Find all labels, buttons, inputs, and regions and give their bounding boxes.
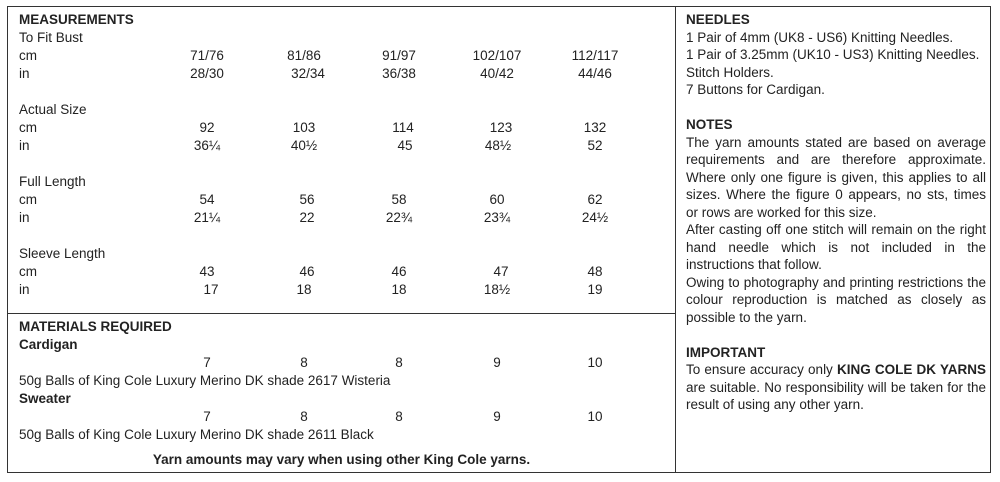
actual-size-cm-5: 132 — [583, 120, 607, 135]
cardigan-balls-3: 8 — [395, 355, 403, 370]
actual-size-in-1: 36¼ — [193, 138, 221, 153]
needles-heading: NEEDLES — [686, 12, 750, 27]
cardigan-balls-2: 8 — [300, 355, 308, 370]
full-length-cm-1: 54 — [199, 192, 215, 207]
actual-size-in-4: 48½ — [484, 138, 512, 153]
sleeve-length-in-5: 19 — [587, 282, 603, 297]
cardigan-yarn: 50g Balls of King Cole Luxury Merino DK shade 2617 Wisteria — [19, 373, 391, 388]
actual-size-cm-label: cm — [19, 120, 37, 135]
actual-size-label: Actual Size — [19, 102, 87, 117]
measurements-heading: MEASUREMENTS — [19, 12, 134, 27]
actual-size-cm-1: 92 — [199, 120, 215, 135]
full-length-cm-4: 60 — [489, 192, 505, 207]
actual-size-cm-3: 114 — [392, 120, 414, 135]
sweater-balls-2: 8 — [300, 409, 308, 424]
needles-line-4: 7 Buttons for Cardigan. — [686, 82, 825, 97]
important-brand: KING COLE DK YARNS — [836, 362, 986, 377]
sleeve-length-cm-3: 46 — [391, 264, 407, 279]
to-fit-bust-cm-2: 81/86 — [287, 48, 321, 63]
actual-size-in-5: 52 — [587, 138, 603, 153]
actual-size-in-label: in — [19, 138, 30, 153]
sleeve-length-cm-label: cm — [19, 264, 37, 279]
full-length-in-label: in — [19, 210, 30, 225]
full-length-in-5: 24½ — [581, 210, 609, 225]
sleeve-length-in-label: in — [19, 282, 30, 297]
materials-heading: MATERIALS REQUIRED — [19, 319, 172, 334]
full-length-in-3: 22¾ — [385, 210, 413, 225]
sweater-balls-3: 8 — [395, 409, 403, 424]
sleeve-length-in-2: 18 — [296, 282, 312, 297]
yarn-variation-note: Yarn amounts may vary when using other King Cole yarns. — [152, 452, 531, 467]
notes-paragraph-3: Owing to photography and printing restrictions the colour reproduction is matched as closely as possible to the yarn. — [686, 274, 986, 325]
full-length-in-2: 22 — [299, 210, 315, 225]
sleeve-length-in-1: 17 — [203, 282, 219, 297]
sweater-yarn: 50g Balls of King Cole Luxury Merino DK shade 2611 Black — [19, 427, 374, 442]
sleeve-length-in-4: 18½ — [483, 282, 511, 297]
full-length-cm-5: 62 — [587, 192, 603, 207]
needles-line-2: 1 Pair of 3.25mm (UK10 - US3) Knitting Needles. — [686, 47, 980, 62]
to-fit-bust-cm-5: 112/117 — [571, 48, 619, 63]
right-column — [686, 11, 986, 414]
needles-line-3: Stitch Holders. — [686, 64, 774, 80]
important-heading: IMPORTANT — [686, 344, 766, 360]
sleeve-length-label: Sleeve Length — [19, 246, 106, 261]
to-fit-bust-cm-3: 91/97 — [382, 48, 416, 63]
cardigan-balls-1: 7 — [203, 355, 211, 370]
to-fit-bust-in-4: 40/42 — [480, 66, 514, 81]
actual-size-in-2: 40½ — [290, 138, 318, 153]
notes-paragraph-2: After casting off one stitch will remain on the right hand needle which is not included in the instructions that follow. — [686, 222, 986, 272]
to-fit-bust-label: To Fit Bust — [19, 30, 83, 45]
to-fit-bust-cm-label: cm — [19, 48, 37, 63]
full-length-cm-2: 56 — [299, 192, 315, 207]
actual-size-cm-4: 123 — [489, 120, 513, 135]
to-fit-bust-cm-1: 71/76 — [190, 48, 224, 63]
actual-size-cm-2: 103 — [292, 120, 316, 135]
sleeve-length-cm-1: 43 — [199, 264, 215, 279]
notes-heading: NOTES — [686, 117, 733, 132]
full-length-in-4: 23¾ — [483, 210, 511, 225]
sweater-balls-5: 10 — [587, 409, 603, 424]
sweater-balls-1: 7 — [203, 409, 211, 424]
needles-line-1: 1 Pair of 4mm (UK8 - US6) Knitting Needles. — [686, 29, 954, 45]
sleeve-length-cm-2: 46 — [299, 264, 315, 279]
sweater-label: Sweater — [19, 391, 71, 406]
column-divider — [675, 6, 676, 473]
full-length-cm-label: cm — [19, 192, 37, 207]
to-fit-bust-in-label: in — [19, 66, 30, 81]
to-fit-bust-in-1: 28/30 — [190, 66, 224, 81]
important-text-before: To ensure accuracy only — [686, 362, 837, 377]
notes-paragraph-1: The yarn amounts stated are based on average requirements and are therefore approximate. Where only one figure is given, this applies to all sizes. Where the figure 0 appears, no sts, times or rows are worked for this size. — [686, 134, 986, 220]
full-length-label: Full Length — [19, 174, 86, 189]
to-fit-bust-cm-4: 102/107 — [472, 48, 522, 63]
full-length-in-1: 21¼ — [193, 210, 221, 225]
sleeve-length-in-3: 18 — [391, 282, 407, 297]
sleeve-length-cm-4: 47 — [493, 264, 509, 279]
section-divider — [7, 313, 676, 314]
cardigan-balls-5: 10 — [587, 355, 603, 370]
cardigan-balls-4: 9 — [493, 355, 501, 370]
full-length-cm-3: 58 — [391, 192, 407, 207]
to-fit-bust-in-3: 36/38 — [382, 66, 416, 81]
important-text-after: are suitable. No responsibility will be taken for the result of using any other yarn. — [686, 379, 986, 412]
cardigan-label: Cardigan — [19, 337, 78, 352]
actual-size-in-3: 45 — [397, 138, 413, 153]
important-text — [686, 361, 986, 414]
sweater-balls-4: 9 — [493, 409, 501, 424]
sleeve-length-cm-5: 48 — [587, 264, 603, 279]
to-fit-bust-in-5: 44/46 — [578, 66, 612, 81]
to-fit-bust-in-2: 32/34 — [291, 66, 325, 81]
